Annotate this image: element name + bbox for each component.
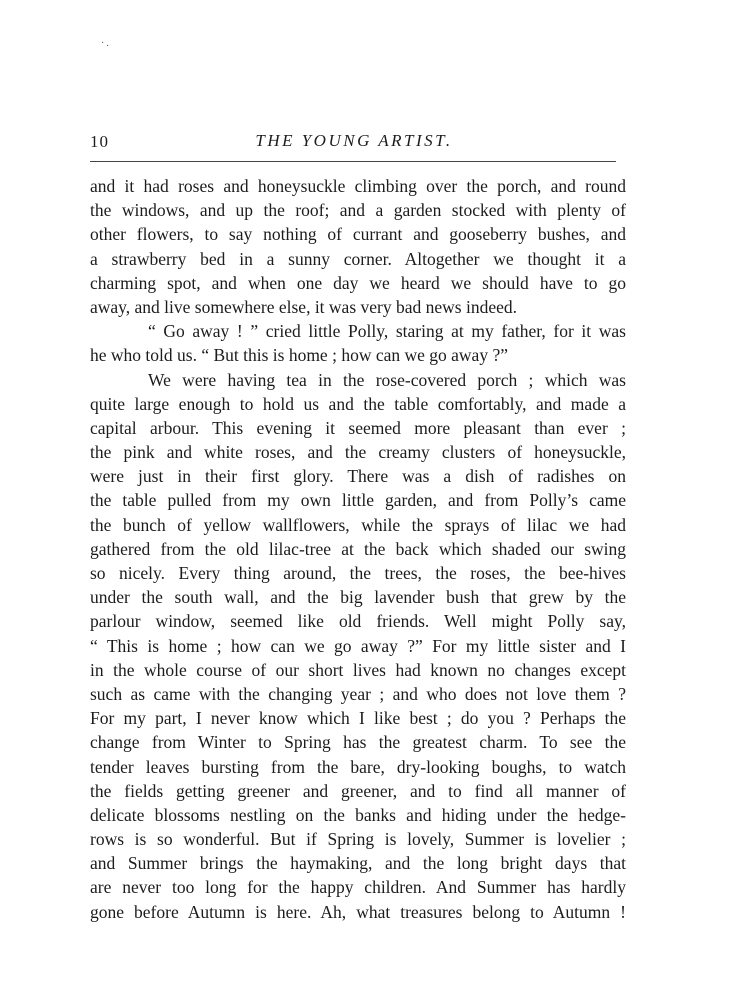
text-line: such as came with the changing year ; and who does not love them ? xyxy=(90,683,626,704)
text-line: tender leaves bursting from the bare, dry-looking boughs, to watch xyxy=(90,756,626,777)
text-line: and it had roses and honeysuckle climbing over the porch, and round xyxy=(90,176,626,196)
text-line: the bunch of yellow wallflowers, while the sprays of lilac we had xyxy=(90,514,626,535)
text-line: were just in their first glory. There was a dish of radishes on xyxy=(90,466,626,487)
text-line: delicate blossoms nestling on the banks and hiding under the hedge- xyxy=(90,804,626,825)
text-line: For my part, I never know which I like best ; do you ? Perhaps the xyxy=(90,708,626,729)
text-line: charming spot, and when one day we heard we should have to go xyxy=(90,272,626,293)
running-header xyxy=(90,128,618,158)
text-line: quite large enough to hold us and the table comfortably, and made a xyxy=(90,393,626,414)
body-text xyxy=(90,174,626,924)
text-line: he who told us. “ But this is home ; how can we go away ?” xyxy=(90,345,508,366)
text-line: in the whole course of our short lives had known no changes except xyxy=(90,659,626,680)
text-line: other flowers, to say nothing of currant and gooseberry bushes, and xyxy=(90,224,626,245)
text-line: We were having tea in the rose-covered porch ; which was xyxy=(148,369,626,390)
running-title: THE YOUNG ARTIST. xyxy=(255,131,453,150)
text-line: gathered from the old lilac-tree at the back which shaded our swing xyxy=(90,538,626,559)
text-line: are never too long for the happy children. And Summer has hardly xyxy=(90,877,626,898)
header-rule xyxy=(90,161,616,162)
text-line: rows is so wonderful. But if Spring is lovely, Summer is lovelier ; xyxy=(90,829,626,850)
text-line: “ Go away ! ” cried little Polly, staring at my father, for it was xyxy=(148,321,626,342)
text-line: so nicely. Every thing around, the trees, the roses, the bee-hives xyxy=(90,563,626,583)
text-line: away, and live somewhere else, it was very bad news indeed. xyxy=(90,296,517,317)
text-line: the fields getting greener and greener, and to find all manner of xyxy=(90,780,626,801)
text-line: parlour window, seemed like old friends. Well might Polly say, xyxy=(90,611,626,632)
text-line: and Summer brings the haymaking, and the long bright days that xyxy=(90,853,626,874)
print-speck: ·. xyxy=(101,38,111,49)
text-line: the table pulled from my own little garden, and from Polly’s came xyxy=(90,490,626,511)
text-line: under the south wall, and the big lavender bush that grew by the xyxy=(90,587,626,608)
text-line: capital arbour. This evening it seemed more pleasant than ever ; xyxy=(90,417,626,438)
page-number: 10 xyxy=(90,132,109,151)
text-line: change from Winter to Spring has the greatest charm. To see the xyxy=(90,732,626,753)
text-line: the pink and white roses, and the creamy clusters of honeysuckle, xyxy=(90,442,626,463)
text-line: gone before Autumn is here. Ah, what treasures belong to Autumn ! xyxy=(90,901,626,922)
text-line: the windows, and up the roof; and a garden stocked with plenty of xyxy=(90,200,626,221)
text-line: a strawberry bed in a sunny corner. Altogether we thought it a xyxy=(90,248,626,269)
text-line: “ This is home ; how can we go away ?” For my little sister and I xyxy=(90,635,626,656)
